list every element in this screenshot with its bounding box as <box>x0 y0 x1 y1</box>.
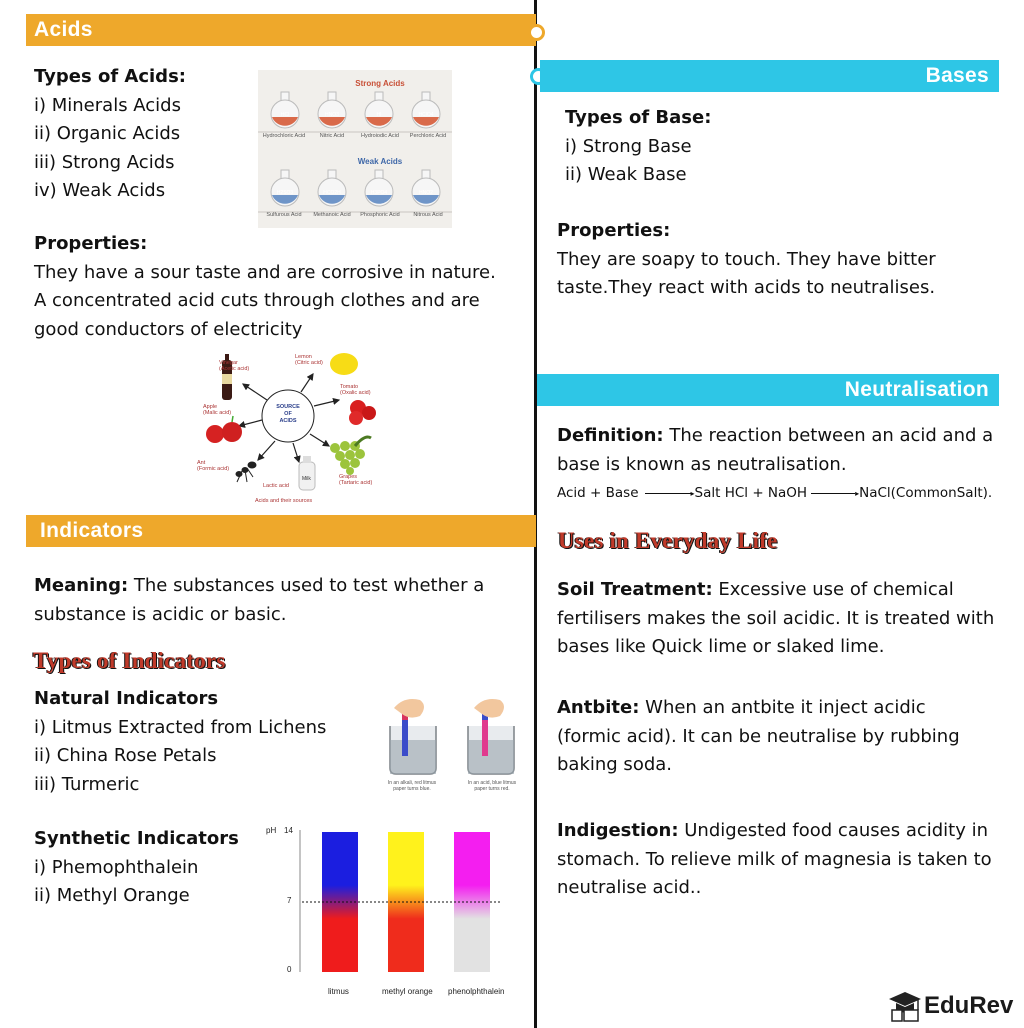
flask-formula: HCO2H <box>323 190 341 196</box>
flask-formula: HCl <box>280 112 290 118</box>
bases-title: Bases <box>925 64 989 87</box>
beaker-caption-alkali: In an alkali, red litmus paper turns blue. <box>387 780 437 792</box>
flask-icon <box>318 92 346 128</box>
flask-label: Methanoic Acid <box>313 212 351 218</box>
strong-flask-labels <box>262 133 450 139</box>
natural-indicator-item: iii) Turmeric <box>34 773 140 795</box>
flask-label: Nitrous Acid <box>413 212 443 218</box>
use-text-line: neutralise acid.. <box>557 877 702 898</box>
sources-caption: Acids and their sources <box>255 498 313 504</box>
center-divider <box>534 0 537 1028</box>
uses-heading: Uses in Everyday Life <box>558 528 778 553</box>
use-text: Excessive use of chemical <box>712 579 954 600</box>
use-label: Indigestion: <box>557 820 679 841</box>
brand-name: EduRev <box>924 992 1014 1019</box>
flask-icon <box>318 170 346 206</box>
flask-formula: H3PO4 <box>370 190 388 196</box>
acids-title: Acids <box>34 18 93 41</box>
synthetic-indicators-heading: Synthetic Indicators <box>34 828 239 849</box>
acid-property-line: A concentrated acid cuts through clothes and are <box>34 290 480 311</box>
meaning-text: The substances used to test whether a <box>128 575 485 596</box>
graduation-cap-icon <box>888 990 922 1022</box>
sources-center-line: SOURCE <box>276 404 300 410</box>
base-type-item: i) Strong Base <box>565 135 692 157</box>
synthetic-indicator-item: ii) Methyl Orange <box>34 885 190 906</box>
natural-indicator-item: i) Litmus Extracted from Lichens <box>34 716 327 738</box>
neutralisation-header <box>537 374 999 406</box>
use-text-line: fertilisers makes the soil acidic. It is treated with <box>557 607 995 629</box>
use-label: Soil Treatment: <box>557 579 713 600</box>
natural-indicator-item: ii) China Rose Petals <box>34 745 217 766</box>
indicators-title: Indicators <box>40 519 144 542</box>
acid-flasks-svg <box>258 70 452 228</box>
flask-formula: H2SO3 <box>276 190 294 196</box>
lemon-label: Lemon (Citric acid) <box>295 354 323 366</box>
ph-chart-svg <box>262 822 522 1002</box>
ph-tick-label: 0 <box>287 965 292 974</box>
acid-property-line: good conductors of electricity <box>34 318 303 340</box>
acid-flasks-illustration <box>258 70 452 228</box>
use-soil-treatment <box>557 576 1017 662</box>
base-types-heading: Types of Base: <box>565 107 712 128</box>
equation-middle: Salt HCl + NaOH <box>694 485 808 501</box>
definition-text-line2: base is known as neutralisation. <box>557 453 847 475</box>
bases-header <box>540 60 999 92</box>
neutralisation-equation <box>557 485 992 501</box>
equation-rhs: NaCl(CommonSalt). <box>859 485 993 501</box>
ant-label: Ant (Formic acid) <box>197 460 230 472</box>
arrowhead-icon: ▸ <box>855 488 860 498</box>
base-types-block <box>565 104 711 190</box>
definition-text: The reaction between an acid and a <box>663 425 994 446</box>
flask-formula: HClO4 <box>418 112 434 118</box>
base-type-item: ii) Weak Base <box>565 164 687 185</box>
flask-icon <box>271 92 299 128</box>
use-text-line: bases like Quick lime or slaked lime. <box>557 636 885 657</box>
use-text-line: stomach. To relieve milk of magnesia is taken to <box>557 848 992 870</box>
strong-acids-title: Strong Acids <box>355 79 405 88</box>
flask-icon <box>271 170 299 206</box>
litmus-beakers-illustration <box>380 692 530 804</box>
natural-indicators-block <box>34 685 326 799</box>
acid-types-block <box>34 63 186 206</box>
indicators-header <box>26 515 536 547</box>
meaning-label: Meaning: <box>34 575 129 596</box>
acid-properties-block <box>34 230 524 344</box>
indicators-meaning <box>34 572 524 629</box>
base-property-line: They are soapy to touch. They have bitter <box>557 248 936 270</box>
base-properties-heading: Properties: <box>557 220 671 241</box>
flask-icon <box>365 170 393 206</box>
acid-type-item: i) Minerals Acids <box>34 94 181 116</box>
acid-sources-illustration <box>195 350 385 510</box>
ph-bar-label: litmus <box>328 987 349 996</box>
use-text: Undigested food causes acidity in <box>678 820 989 841</box>
sources-center-line: ACIDS <box>279 418 297 424</box>
synthetic-indicators-block <box>34 825 239 911</box>
neutralisation-title: Neutralisation <box>844 378 989 401</box>
arrow-right-icon <box>811 493 855 494</box>
grapes-label: Grapes (Tartaric acid) <box>339 474 373 486</box>
flask-icon <box>365 92 393 128</box>
ph-bar-label: methyl orange <box>382 987 433 996</box>
vinegar-label: Vinegar (Acetic acid) <box>219 360 250 372</box>
acid-type-item: ii) Organic Acids <box>34 123 181 144</box>
sources-center-label <box>267 404 309 425</box>
acid-types-heading: Types of Acids: <box>34 66 186 87</box>
use-indigestion <box>557 817 1017 903</box>
litmus-beakers-svg <box>380 692 530 782</box>
flask-label: Nitric Acid <box>319 133 345 139</box>
neutralisation-definition <box>557 422 1007 479</box>
synthetic-indicator-item: i) Phemophthalein <box>34 856 199 878</box>
flask-formula: HNO2 <box>419 190 433 196</box>
flask-formula: HI <box>376 112 382 118</box>
acid-type-item: iv) Weak Acids <box>34 180 166 201</box>
flask-label: Hydrochloric Acid <box>262 133 306 139</box>
definition-label: Definition: <box>557 425 664 446</box>
base-properties-block <box>557 217 1007 303</box>
acid-property-line: They have a sour taste and are corrosive in nature. <box>34 261 496 283</box>
acids-header-connector <box>528 24 545 41</box>
equation-lhs: Acid + Base <box>557 485 639 501</box>
meaning-text-line2: substance is acidic or basic. <box>34 603 287 625</box>
acid-sources-svg <box>195 350 385 510</box>
acid-type-item: iii) Strong Acids <box>34 151 175 173</box>
flask-label: Hydroiodic Acid <box>361 133 399 139</box>
weak-flask-labels <box>262 212 450 218</box>
flask-formula: HNO3 <box>325 112 339 118</box>
acid-properties-heading: Properties: <box>34 233 148 254</box>
types-of-indicators-heading: Types of Indicators <box>33 648 226 673</box>
acids-header <box>26 14 536 46</box>
base-property-line: taste.They react with acids to neutralises. <box>557 277 936 298</box>
use-text-line: (formic acid). It can be neutralise by rubbing <box>557 725 960 747</box>
use-label: Antbite: <box>557 697 640 718</box>
tomato-label: Tomato (Oxalic acid) <box>340 384 371 396</box>
arrow-right-icon <box>645 493 691 494</box>
ph-bar-label: phenolphthalein <box>448 987 505 996</box>
ph-chart <box>262 822 522 1002</box>
edurev-logo[interactable] <box>888 990 1013 1022</box>
lactic-label: Lactic acid <box>263 483 289 489</box>
flask-label: Phosphoric Acid <box>360 212 400 218</box>
flask-label: Sulfurous Acid <box>266 212 302 218</box>
use-antbite <box>557 694 1017 780</box>
weak-acids-title: Weak Acids <box>357 157 403 166</box>
ph-tick-label: 7 <box>287 896 292 905</box>
flask-icon <box>412 92 440 128</box>
ph-axis-label: pH <box>266 826 277 835</box>
flask-label: Perchloric Acid <box>409 133 447 139</box>
apple-label: Apple (Malic acid) <box>203 404 232 416</box>
natural-indicators-heading: Natural Indicators <box>34 688 219 709</box>
ph-tick-label: 14 <box>284 826 293 835</box>
milk-text: Milk <box>302 476 311 482</box>
use-text-line: baking soda. <box>557 754 673 775</box>
flask-icon <box>412 170 440 206</box>
sources-center-line: OF <box>284 411 292 417</box>
beaker-caption-acid: In an acid, blue litmus paper turns red. <box>467 780 517 792</box>
use-text: When an antbite it inject acidic <box>639 697 926 718</box>
arrowhead-icon: ▸ <box>690 488 695 498</box>
